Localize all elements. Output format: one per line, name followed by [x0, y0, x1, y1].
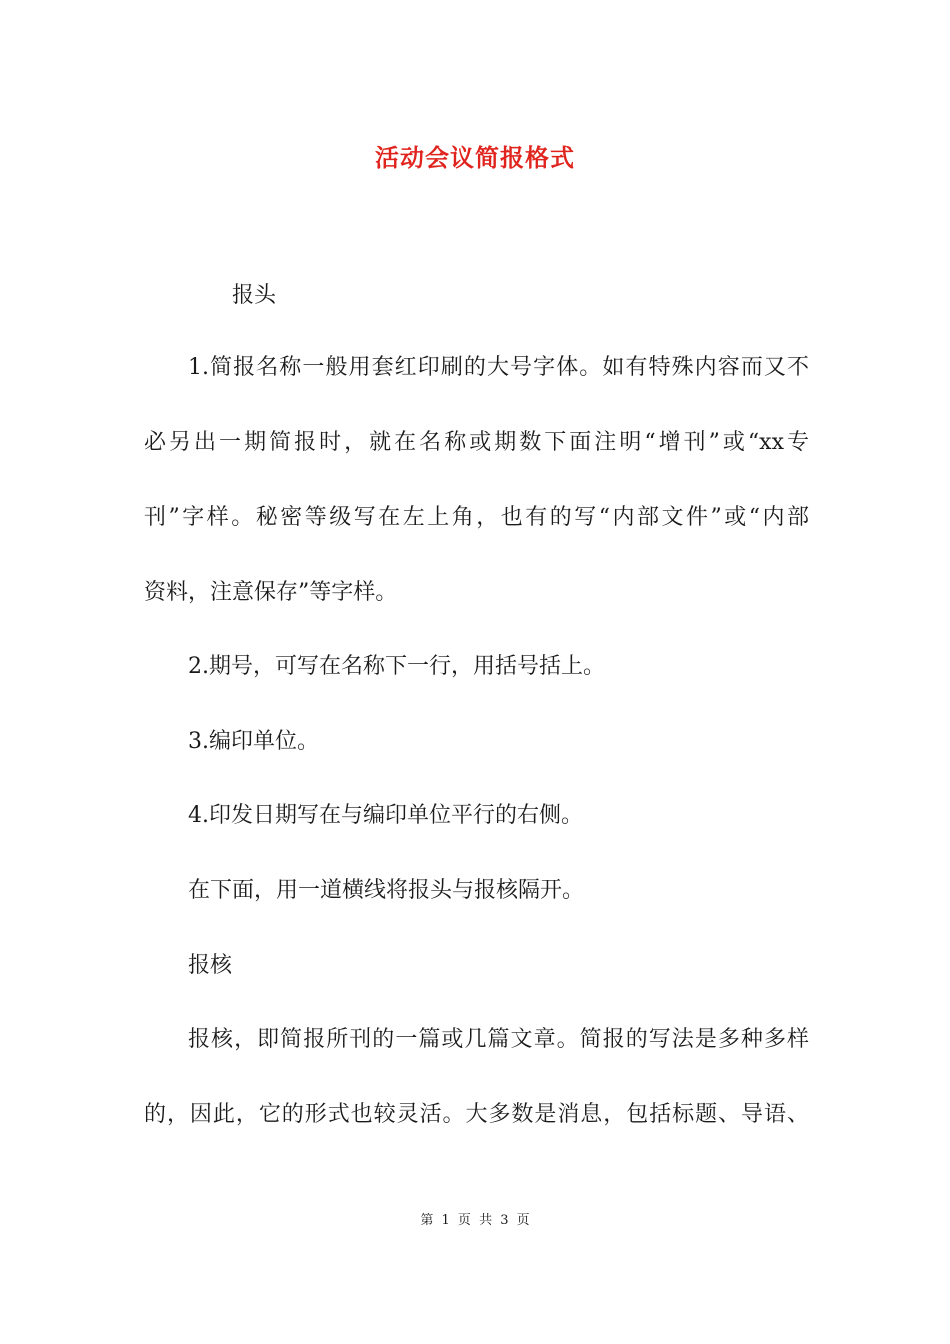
paragraph-line: 的，因此，它的形式也较灵活。大多数是消息，包括标题、导语、 — [144, 1102, 809, 1127]
paragraph-line: 报核，即简报所刊的一篇或几篇文章。简报的写法是多种多样 — [188, 1027, 809, 1052]
footer-page-unit: 页 — [457, 1213, 471, 1228]
footer-page-label: 第 — [420, 1213, 434, 1228]
footer-page-total: 3 — [500, 1213, 509, 1228]
section-heading-baotou: 报头 — [232, 283, 277, 308]
footer-total-label: 共 — [479, 1213, 493, 1228]
paragraph-line: 必另出一期简报时，就在名称或期数下面注明“增刊”或“xx专 — [144, 430, 809, 455]
paragraph-line: 3.编印单位。 — [188, 729, 319, 754]
paragraph-line: 在下面，用一道横线将报头与报核隔开。 — [188, 878, 585, 903]
paragraph-line: 2.期号，可写在名称下一行，用括号括上。 — [188, 654, 605, 679]
paragraph-line: 资料，注意保存”等字样。 — [144, 580, 398, 605]
page-footer — [0, 1209, 950, 1228]
document-title: 活动会议简报格式 — [375, 143, 575, 172]
section-heading-baohe: 报核 — [188, 953, 233, 978]
paragraph-line: 1.简报名称一般用套红印刷的大号字体。如有特殊内容而又不 — [188, 355, 809, 380]
paragraph-line: 4.印发日期写在与编印单位平行的右侧。 — [188, 803, 583, 828]
footer-total-unit: 页 — [516, 1213, 530, 1228]
paragraph-line: 刊”字样。秘密等级写在左上角，也有的写“内部文件”或“内部 — [144, 505, 809, 530]
footer-page-current: 1 — [441, 1213, 450, 1228]
